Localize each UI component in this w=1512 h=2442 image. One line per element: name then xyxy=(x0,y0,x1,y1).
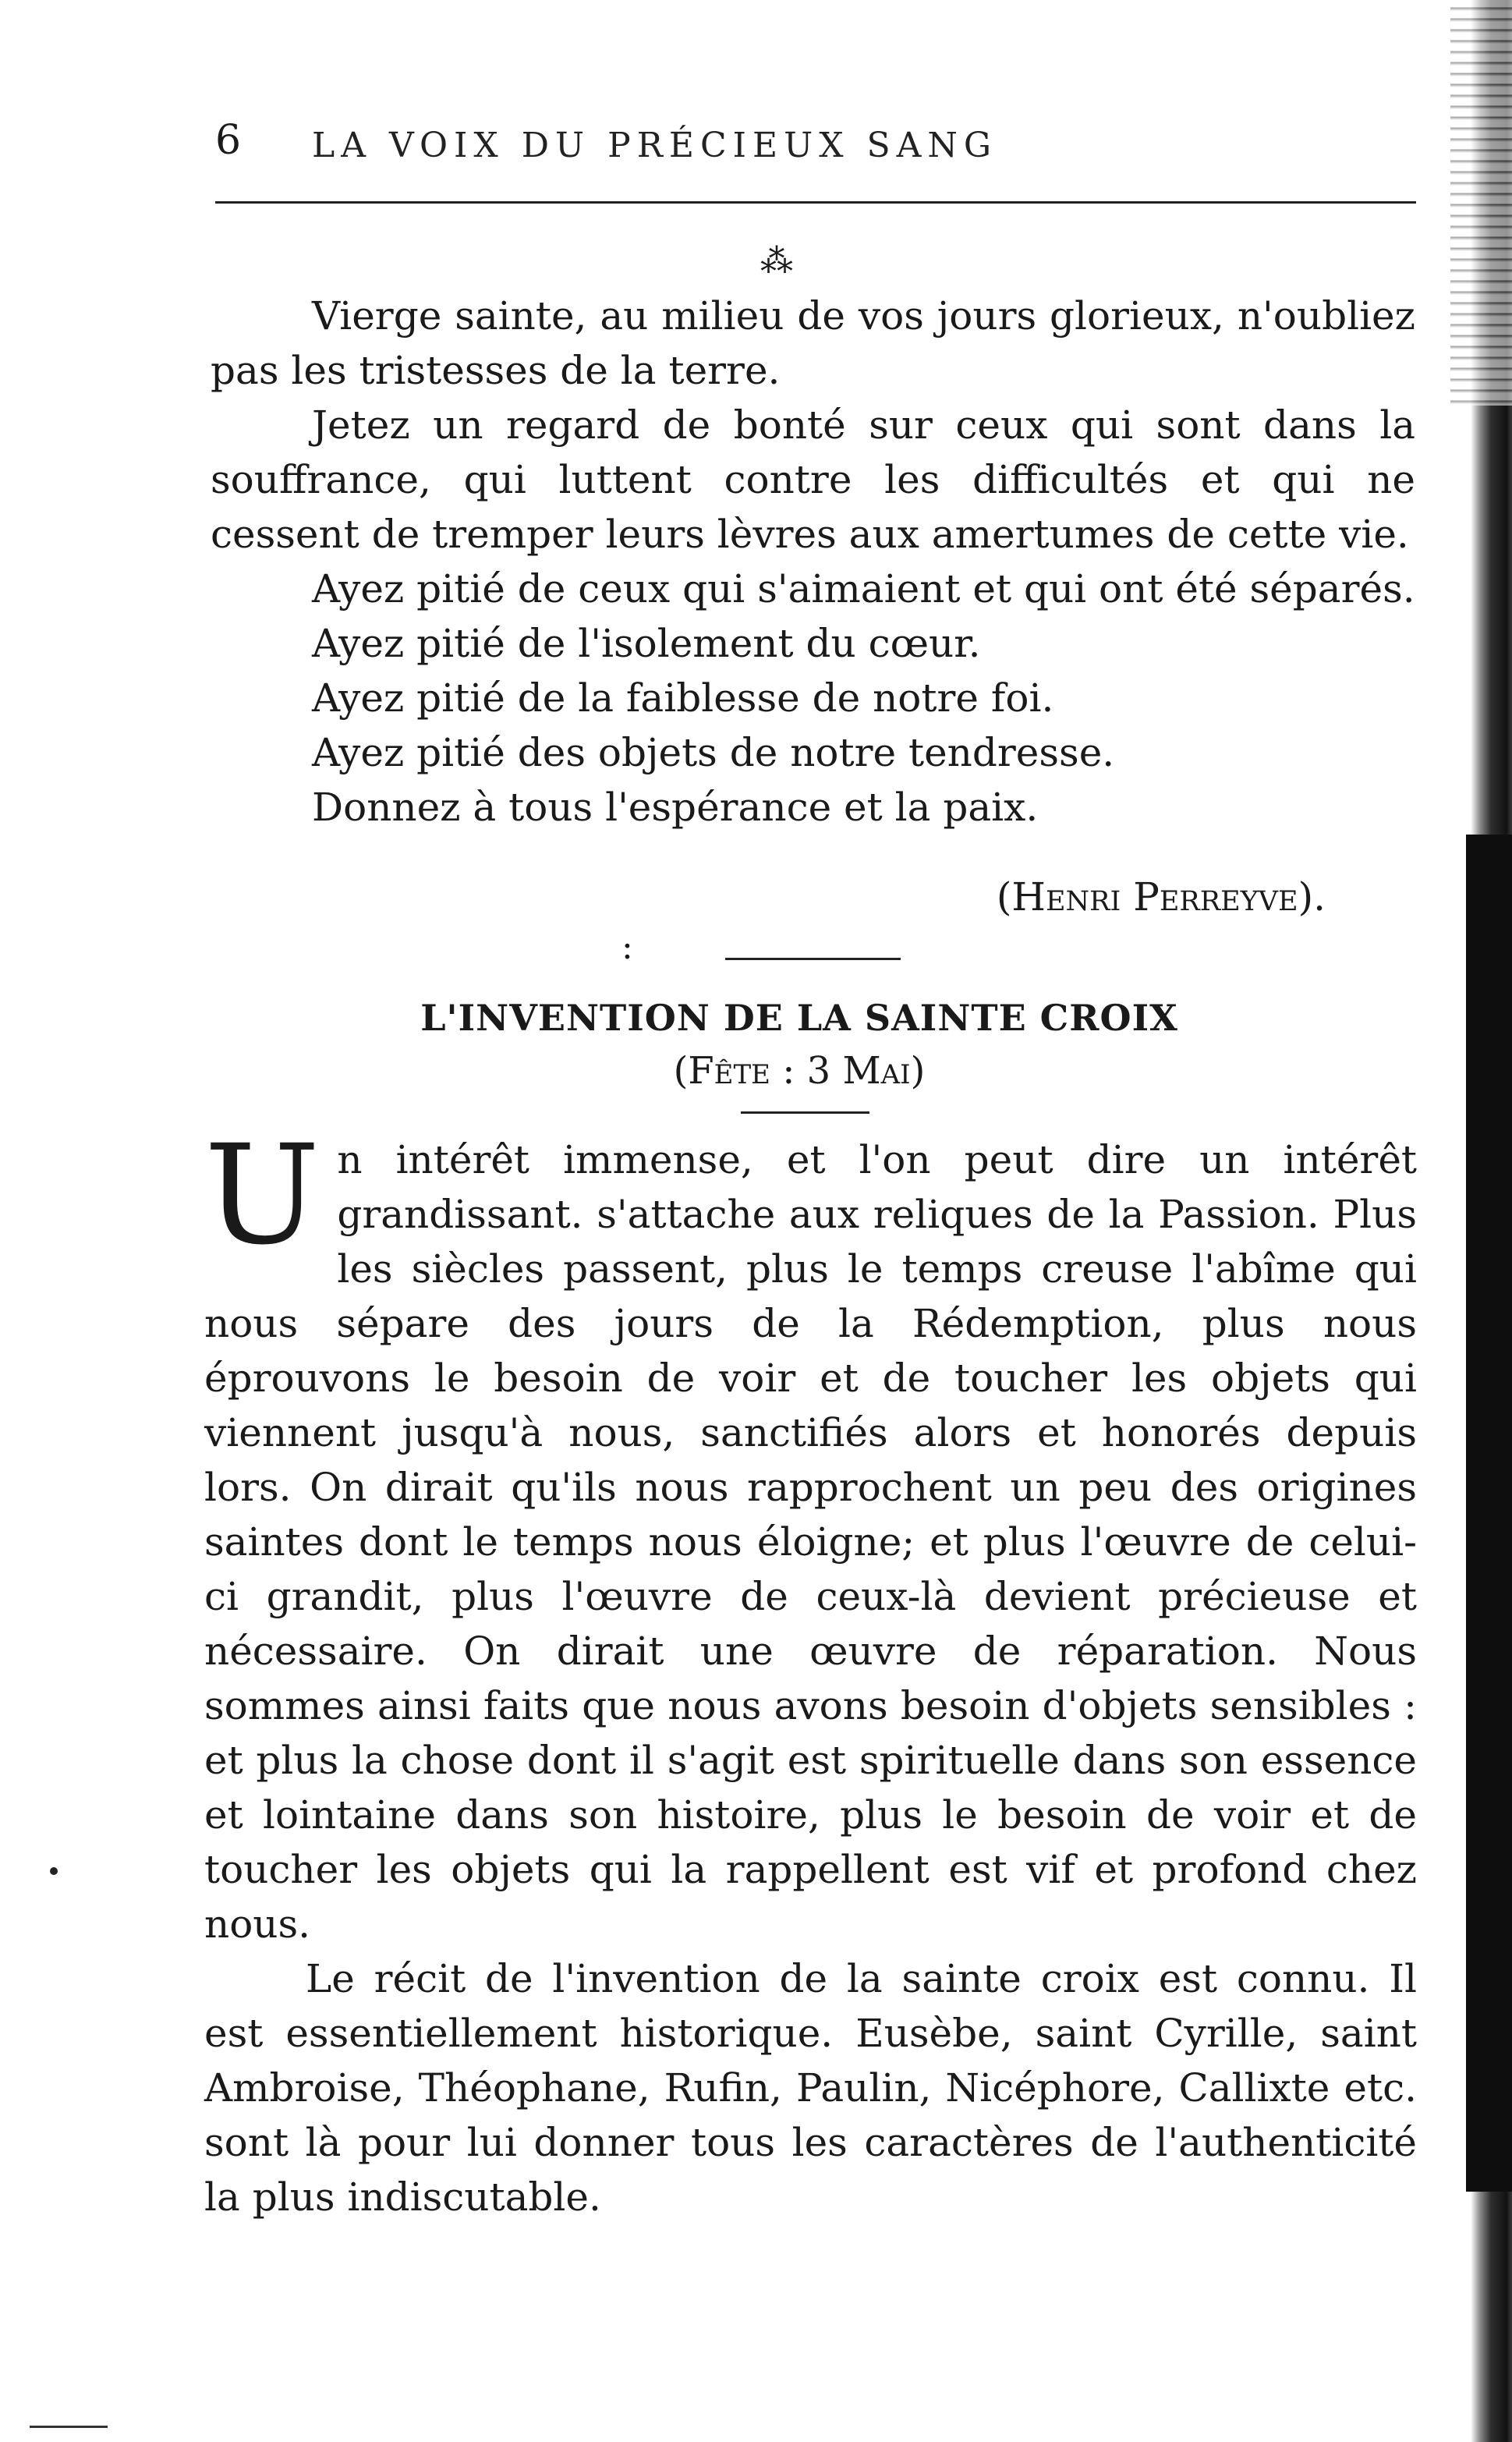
separator-colon: : xyxy=(621,927,633,967)
margin-dot xyxy=(50,1867,58,1875)
invocation-line: Ayez pitié de l'isolement du cœur. xyxy=(312,621,981,666)
invocation-line: Ayez pitié des objets de notre tendresse. xyxy=(312,730,1115,775)
article-body xyxy=(204,1115,1417,2224)
article-title: L'INVENTION DE LA SAINTE CROIX xyxy=(420,997,1178,1039)
asterism: ⁂ xyxy=(760,242,793,280)
book-spine-texture xyxy=(1450,0,1512,406)
invocation-line: Ayez pitié de ceux qui s'aimaient et qui ont été séparés. xyxy=(312,566,1415,611)
invocation-line: Ayez pitié de la faiblesse de notre foi. xyxy=(312,675,1054,721)
header-rule xyxy=(215,201,1416,204)
invocation-line: Donnez à tous l'espérance et la paix. xyxy=(312,785,1039,830)
bottom-rule xyxy=(30,2426,108,2428)
book-spine-shadow xyxy=(1466,835,1512,2192)
article-subtitle: (Fête : 3 Mai) xyxy=(673,1049,926,1093)
article-paragraph-text: n intérêt immense, et l'on peut dire un intérêt grandissant. s'attache aux reliques de la Passion. Plus les siècles passent, plus le temps creuse l'abîme qui nous sépare des jours de la Rédemption, plus nous éprouvons le besoin de voir et de toucher les objets qui viennent jusqu'à nous, sanctifiés alors et honorés depuis lors. On dirait qu'ils nous rapprochent un peu des origines saintes dont le temps nous éloigne; et plus l'œuvre de celui-ci grandit, plus l'œuvre de ceux-là devient précieuse et nécessaire. On dirait une œuvre de réparation. Nous sommes ainsi faits que nous avons besoin d'objets sensibles : et plus la chose dont il s'agit est spirituelle dans son essence et lointaine dans son histoire, plus le besoin de voir et de toucher les objets qui la rappellent est vif et profond chez nous. xyxy=(204,1137,1417,1947)
prayer-text xyxy=(211,289,1415,835)
article-paragraph xyxy=(204,1115,1417,1951)
attribution: (Henri Perreyve). xyxy=(996,874,1326,920)
drop-cap: U xyxy=(204,1115,320,1275)
article-paragraph: Le récit de l'invention de la sainte croix est connu. Il est essentiellement historique. Eusèbe, saint Cyrille, saint Ambroise, Théophane, Rufin, Paulin, Nicéphore, Callixte etc. sont là pour lui donner tous les caractères de l'authenticité la plus indiscutable. xyxy=(204,1956,1417,2220)
prayer-paragraph: Jetez un regard de bonté sur ceux qui sont dans la souffrance, qui luttent contre les difficultés et qui ne cessent de tremper leurs lèvres aux amertumes de cette vie. xyxy=(211,402,1415,557)
separator-rule xyxy=(725,958,901,960)
subtitle-rule xyxy=(741,1111,869,1114)
running-title: LA VOIX DU PRÉCIEUX SANG xyxy=(312,126,998,165)
prayer-paragraph: Vierge sainte, au milieu de vos jours glorieux, n'oubliez pas les tristesses de la terre. xyxy=(211,293,1415,393)
page-number: 6 xyxy=(215,117,242,164)
